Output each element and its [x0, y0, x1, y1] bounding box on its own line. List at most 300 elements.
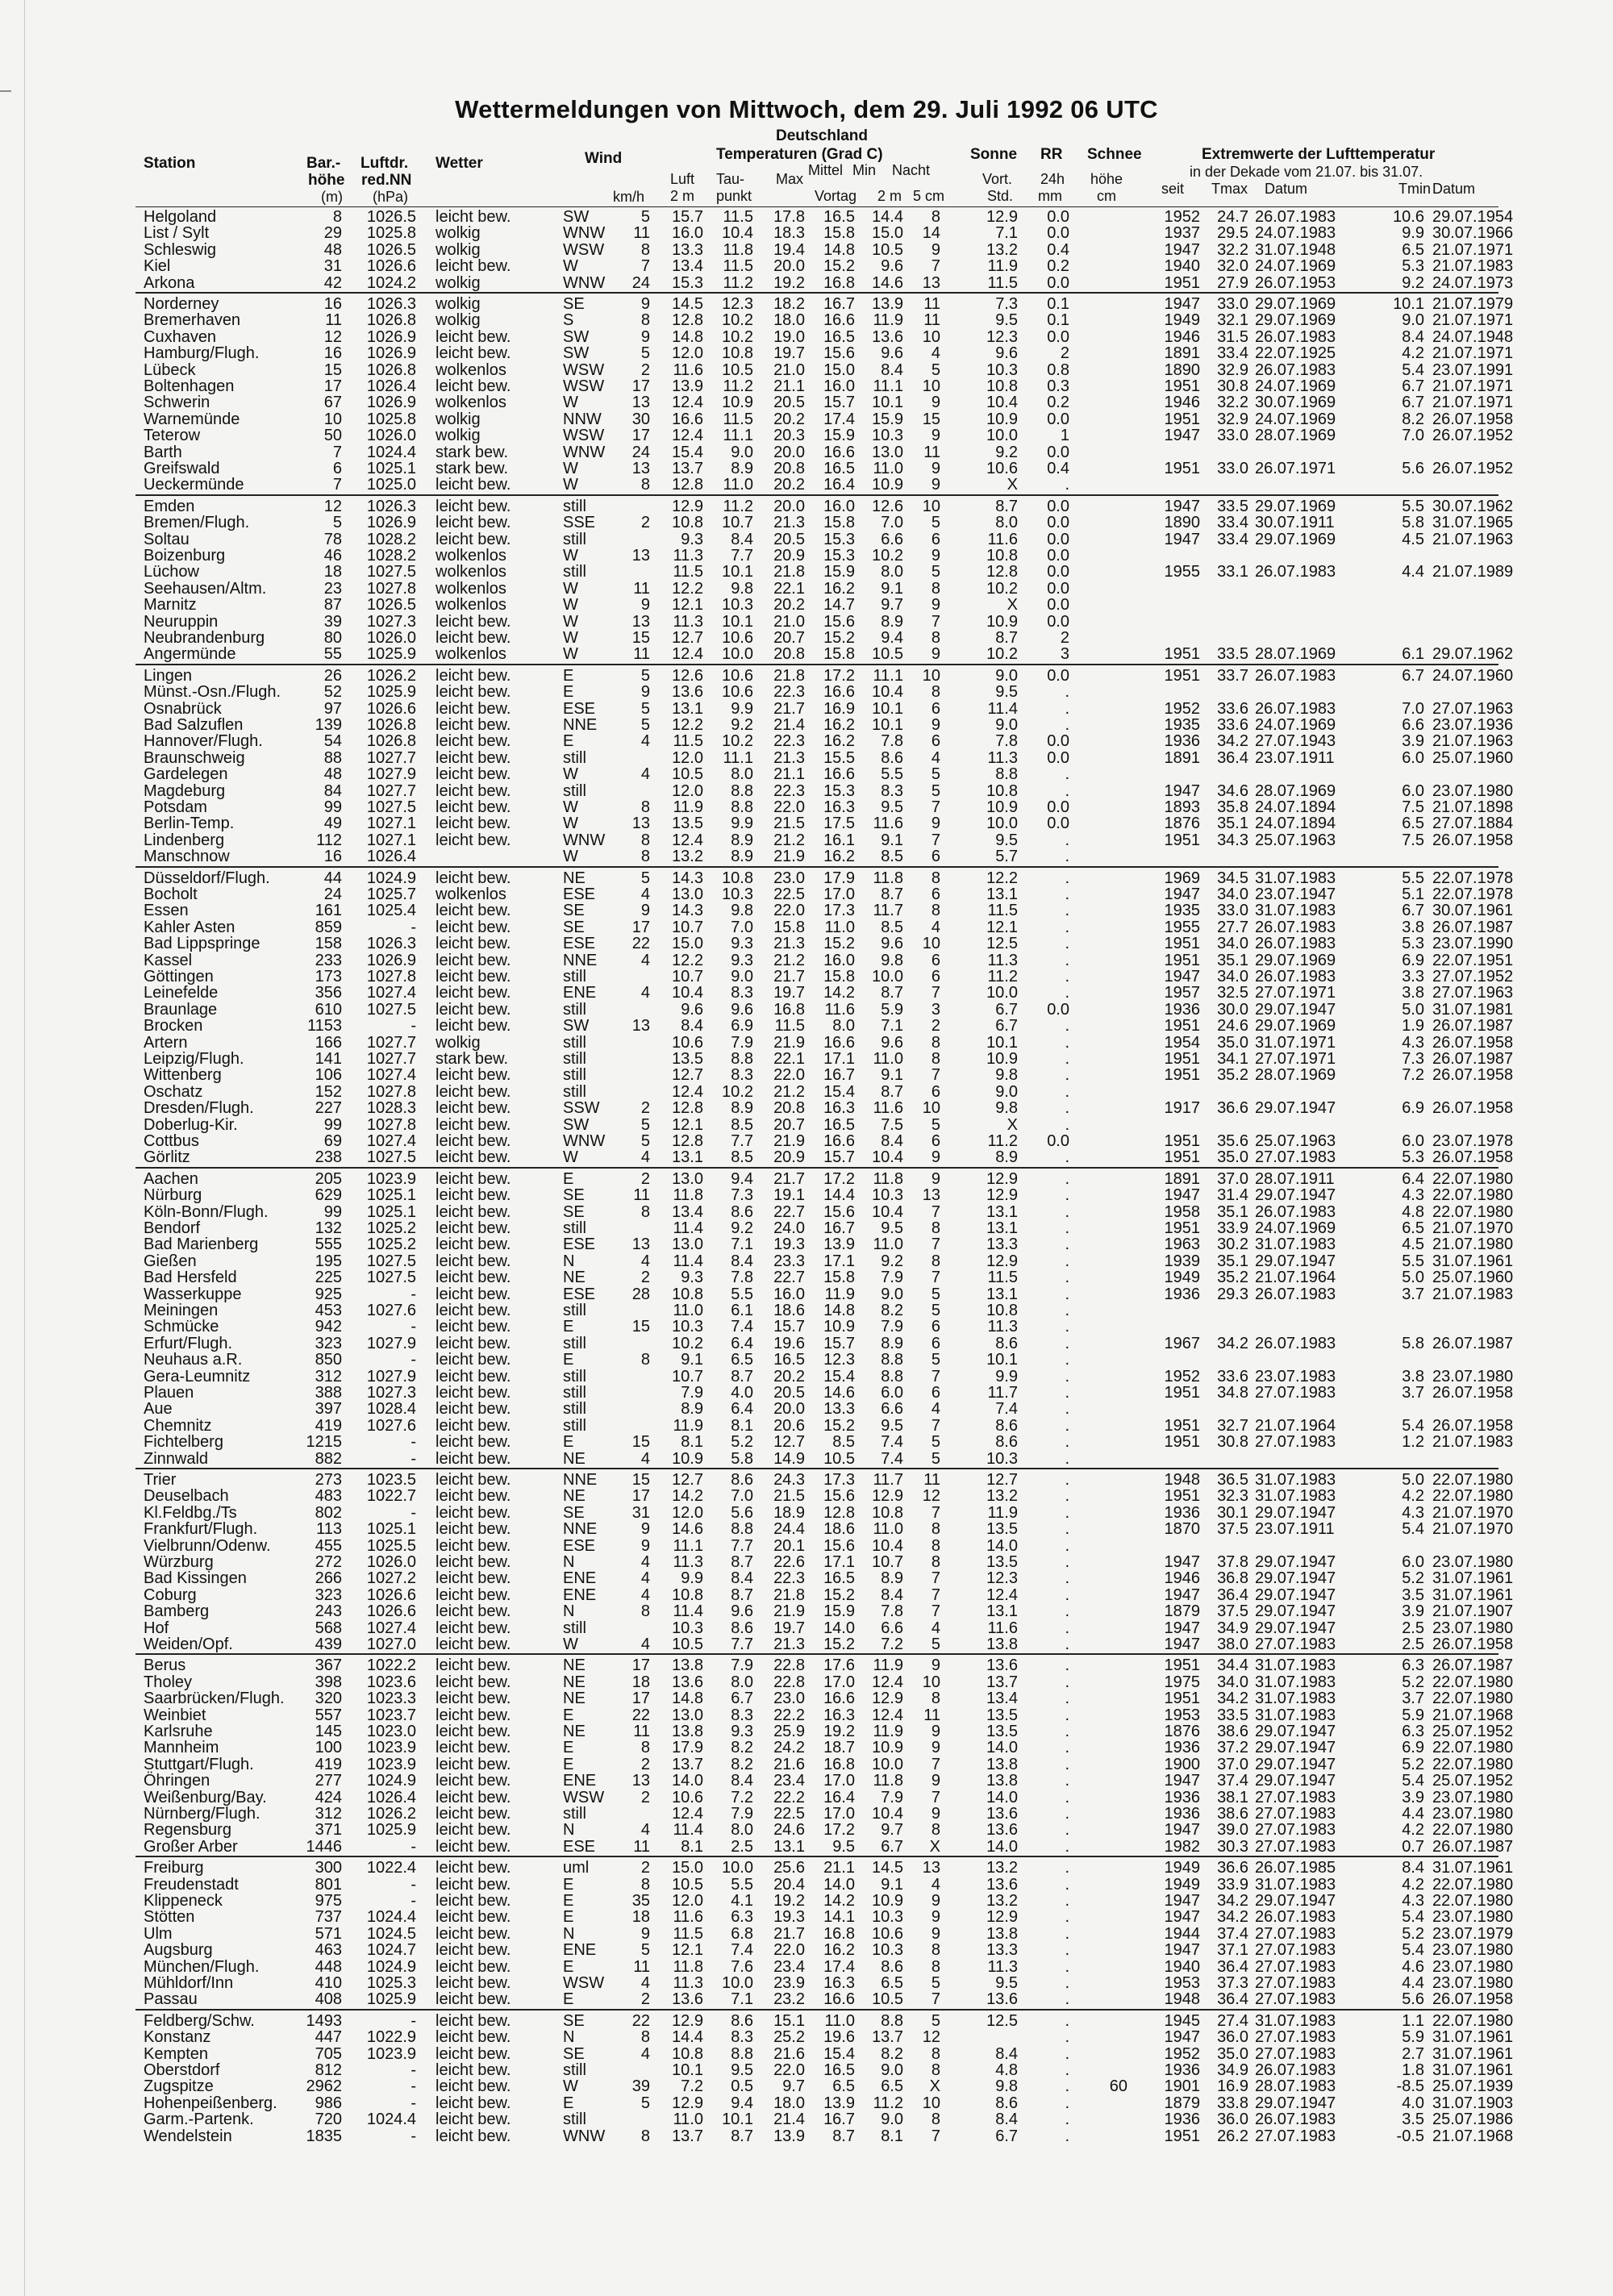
cell-luftdruck: 1027.9 [366, 765, 416, 784]
cell-luftdruck: 1027.0 [366, 1636, 416, 1653]
cell-bar-hoehe: 447 [315, 2028, 342, 2047]
cell-min: 9.2 [881, 1252, 903, 1270]
cell-tmin: 5.3 [1402, 1148, 1424, 1167]
cell-mittel: 16.8 [823, 1924, 855, 1943]
cell-max: 22.5 [773, 1805, 805, 1823]
cell-tmin-datum: 22.07.1980 [1432, 1892, 1514, 1910]
cell-luft-2m: 11.5 [673, 563, 703, 581]
cell-rr: 0.0 [1047, 497, 1069, 515]
cell-tmax: 33.6 [1217, 1367, 1248, 1386]
cell-seit: 1936 [1164, 2111, 1200, 2129]
cell-luftdruck: 1025.2 [366, 1236, 416, 1254]
cell-bar-hoehe: 397 [315, 1400, 342, 1419]
cell-tmax-datum: 27.07.1983 [1255, 1837, 1336, 1856]
cell-tmax-datum: 26.07.1971 [1255, 460, 1336, 477]
cell-sonne: 10.1 [986, 1351, 1018, 1369]
cell-station-name: Bremen/Flugh. [144, 514, 250, 532]
cell-tmax-datum: 29.07.1947 [1255, 1553, 1336, 1571]
cell-min: 11.6 [873, 815, 903, 833]
cell-luftdruck: 1026.8 [366, 360, 416, 379]
cell-luft-2m: 10.9 [672, 1449, 703, 1468]
cell-station-name: Arkona [144, 273, 195, 292]
cell-wind-dir: W [563, 257, 578, 276]
cell-tmax: 35.1 [1217, 1202, 1248, 1221]
cell-wetter: leicht bew. [436, 869, 511, 887]
cell-max: 21.3 [773, 514, 805, 532]
cell-sonne: 8.7 [995, 629, 1018, 647]
cell-mittel: 19.6 [823, 2028, 855, 2047]
cell-bar-hoehe: 113 [316, 1520, 342, 1539]
cell-sonne: 11.5 [987, 1269, 1018, 1287]
cell-luft-2m: 11.3 [673, 1553, 703, 1571]
cell-station-name: Schleswig [144, 240, 217, 259]
cell-wetter: wolkig [436, 410, 481, 428]
cell-taupunkt: 8.7 [731, 2127, 753, 2145]
cell-min: 10.1 [872, 394, 903, 412]
cell-nacht: 2 [931, 1017, 940, 1035]
cell-station-name: Meiningen [144, 1302, 219, 1319]
cell-mittel: 15.7 [823, 394, 855, 412]
cell-nacht: 7 [931, 612, 940, 631]
cell-station-name: Frankfurt/Flugh. [144, 1520, 258, 1539]
cell-wind-speed: 4 [640, 1553, 650, 1571]
cell-station-name: Zugspitze [144, 2077, 214, 2096]
cell-station-name: Lübeck [144, 360, 196, 379]
cell-mittel: 13.3 [823, 1400, 855, 1419]
cell-max: 19.7 [773, 1619, 805, 1637]
cell-luftdruck: 1025.8 [366, 410, 416, 428]
cell-max: 21.8 [773, 563, 805, 581]
cell-wind-speed: 17 [631, 1487, 650, 1506]
cell-tmax-datum: 27.07.1943 [1255, 732, 1336, 751]
cell-sonne: 6.7 [995, 1017, 1018, 1035]
cell-tmin: 5.0 [1402, 1000, 1424, 1019]
cell-wind-dir: WSW [563, 240, 605, 259]
cell-tmax: 37.0 [1217, 1755, 1248, 1773]
cell-sonne: 9.5 [995, 1974, 1018, 1992]
cell-min: 7.2 [881, 1636, 903, 1653]
cell-bar-hoehe: 568 [315, 1619, 342, 1637]
cell-mittel: 15.2 [823, 1586, 855, 1604]
cell-wetter: wolkig [436, 295, 481, 313]
cell-station-name: Marnitz [144, 596, 197, 615]
cell-station-name: Karlsruhe [144, 1723, 213, 1740]
cell-tmax: 16.9 [1217, 2077, 1248, 2096]
cell-station-name: Passau [144, 1990, 198, 2009]
cell-luft-2m: 13.9 [672, 377, 703, 395]
cell-tmin-datum: 21.07.1968 [1432, 1706, 1514, 1724]
cell-wind-speed: 4 [640, 1449, 650, 1468]
cell-tmax-datum: 29.07.1947 [1255, 1252, 1336, 1270]
cell-tmax-datum: 29.07.1969 [1255, 1017, 1336, 1035]
cell-sonne: 4.8 [995, 2061, 1018, 2079]
cell-nacht: 4 [931, 1875, 940, 1894]
cell-min: 11.7 [873, 1471, 903, 1489]
cell-bar-hoehe: 11 [325, 311, 342, 330]
cell-taupunkt: 8.8 [731, 798, 753, 816]
cell-rr: . [1065, 1252, 1069, 1270]
cell-tmin: 5.5 [1402, 1252, 1424, 1270]
cell-tmin: 6.4 [1402, 1169, 1424, 1188]
cell-nacht: 7 [931, 1236, 940, 1254]
cell-rr: 0.0 [1047, 798, 1069, 816]
cell-wind-dir: W [563, 645, 578, 664]
cell-rr: . [1065, 1269, 1069, 1287]
cell-tmax: 27.7 [1217, 918, 1248, 936]
cell-wind-dir: still [563, 1619, 586, 1637]
cell-tmax-datum: 28.07.1969 [1255, 427, 1336, 445]
cell-rr: . [1065, 1892, 1069, 1910]
cell-mittel: 17.4 [823, 410, 855, 428]
cell-taupunkt: 9.8 [731, 579, 753, 598]
cell-station-name: Brocken [144, 1017, 203, 1035]
cell-wind-speed: 5 [640, 344, 650, 363]
cell-luftdruck: 1026.4 [366, 1788, 416, 1806]
cell-taupunkt: 10.6 [722, 666, 753, 685]
cell-sonne: 10.2 [986, 645, 1018, 664]
cell-max: 20.2 [773, 410, 805, 428]
cell-min: 12.6 [872, 497, 903, 515]
cell-min: 10.5 [872, 240, 903, 259]
cell-taupunkt: 7.6 [731, 1957, 753, 1976]
cell-nacht: 9 [931, 1739, 940, 1757]
cell-bar-hoehe: 78 [323, 530, 342, 548]
cell-rr: 0.4 [1047, 240, 1069, 259]
cell-mittel: 15.7 [823, 1334, 855, 1352]
cell-bar-hoehe: 55 [323, 645, 342, 664]
cell-luft-2m: 14.5 [672, 295, 703, 313]
cell-wetter: leicht bew. [436, 1115, 511, 1134]
cell-station-name: Berus [144, 1656, 186, 1675]
cell-wetter: stark bew. [436, 460, 509, 477]
cell-tmax-datum: 31.07.1983 [1255, 2011, 1336, 2030]
cell-rr: . [1065, 1957, 1069, 1976]
cell-luftdruck: 1025.9 [366, 683, 416, 702]
cell-rr: . [1065, 1433, 1069, 1452]
cell-tmax: 34.0 [1217, 1673, 1248, 1691]
cell-rr: . [1065, 1471, 1069, 1489]
cell-luft-2m: 8.4 [681, 1017, 703, 1035]
cell-luft-2m: 13.7 [672, 2127, 703, 2145]
cell-tmin: 4.5 [1402, 530, 1424, 548]
cell-tmin-datum: 30.07.1966 [1432, 224, 1514, 243]
cell-max: 22.3 [773, 732, 805, 751]
cell-max: 23.4 [773, 1957, 805, 1976]
cell-bar-hoehe: 424 [315, 1788, 342, 1806]
cell-luft-2m: 16.0 [672, 224, 703, 243]
cell-bar-hoehe: 7 [332, 443, 342, 461]
cell-seit: 1947 [1164, 2028, 1200, 2047]
cell-wind-dir: still [563, 1219, 586, 1237]
cell-wind-speed: 7 [640, 257, 650, 276]
cell-sonne: 13.1 [986, 1285, 1018, 1303]
cell-taupunkt: 7.1 [731, 1236, 753, 1254]
cell-tmax-datum: 25.07.1963 [1255, 1132, 1336, 1150]
cell-nacht: 9 [931, 596, 940, 615]
cell-sonne: 11.6 [987, 530, 1018, 548]
cell-mittel: 16.6 [823, 1033, 855, 1052]
cell-sonne: 8.6 [995, 1334, 1018, 1352]
cell-bar-hoehe: 132 [315, 1219, 342, 1237]
cell-mittel: 16.7 [823, 1066, 855, 1085]
cell-bar-hoehe: 455 [315, 1536, 342, 1555]
cell-min: 13.9 [872, 295, 903, 313]
cell-rr: 0.0 [1047, 1132, 1069, 1150]
cell-tmin-datum: 23.07.1991 [1432, 360, 1514, 379]
cell-sonne: 12.1 [986, 918, 1018, 936]
cell-tmin: 5.5 [1402, 497, 1424, 515]
cell-wetter: leicht bew. [436, 748, 511, 767]
cell-seit: 1940 [1164, 1957, 1200, 1976]
cell-nacht: 5 [931, 1302, 940, 1319]
cell-tmax-datum: 29.07.1947 [1255, 1772, 1336, 1790]
cell-wind-dir: W [563, 765, 578, 784]
cell-taupunkt: 10.2 [722, 1082, 753, 1101]
cell-mittel: 16.6 [823, 683, 855, 702]
cell-tmax: 36.8 [1217, 1569, 1248, 1588]
cell-taupunkt: 9.2 [731, 716, 753, 734]
cell-min: 12.4 [872, 1706, 903, 1724]
cell-mittel: 15.8 [823, 1269, 855, 1287]
cell-tmin: 5.0 [1402, 1471, 1424, 1489]
cell-station-name: Freudenstadt [144, 1875, 239, 1894]
cell-max: 9.7 [782, 2077, 805, 2096]
cell-max: 25.9 [773, 1723, 805, 1740]
cell-rr: 0.0 [1047, 514, 1069, 532]
cell-rr: 0.0 [1047, 563, 1069, 581]
cell-luftdruck: - [411, 1449, 416, 1468]
cell-luft-2m: 11.8 [673, 1957, 703, 1976]
cell-sonne: 11.6 [987, 1619, 1018, 1637]
cell-bar-hoehe: 273 [315, 1471, 342, 1489]
cell-luftdruck: 1022.7 [366, 1487, 416, 1506]
cell-mittel: 16.5 [823, 208, 855, 226]
cell-wind-dir: WNW [563, 443, 606, 461]
cell-seit: 1947 [1164, 1553, 1200, 1571]
cell-tmin-datum: 22.07.1980 [1432, 1169, 1514, 1188]
cell-mittel: 17.5 [823, 815, 855, 833]
cell-wetter: leicht bew. [436, 1202, 511, 1221]
cell-min: 9.5 [881, 1416, 903, 1435]
cell-rr: . [1065, 1017, 1069, 1035]
cell-luft-2m: 17.9 [672, 1739, 703, 1757]
cell-seit: 1947 [1164, 295, 1200, 313]
cell-luftdruck: 1027.8 [366, 1082, 416, 1101]
cell-nacht: 10 [922, 497, 940, 515]
cell-sonne: 8.0 [995, 514, 1018, 532]
cell-taupunkt: 8.5 [731, 1148, 753, 1167]
cell-seit: 1951 [1164, 460, 1200, 477]
cell-tmax: 26.2 [1217, 2127, 1248, 2145]
cell-wind-dir: NE [563, 1673, 586, 1691]
cell-luft-2m: 9.9 [681, 1569, 703, 1588]
cell-tmax: 35.1 [1217, 815, 1248, 833]
cell-sonne: 13.6 [986, 1990, 1018, 2009]
cell-seit: 1951 [1164, 1384, 1200, 1402]
cell-tmin: 5.4 [1402, 1520, 1424, 1539]
cell-tmin-datum: 25.07.1952 [1432, 1772, 1514, 1790]
cell-wetter: leicht bew. [436, 1772, 511, 1790]
cell-sonne: 13.5 [986, 1520, 1018, 1539]
cell-tmax: 29.5 [1217, 224, 1248, 243]
cell-nacht: 7 [931, 798, 940, 816]
cell-rr: . [1065, 1755, 1069, 1773]
cell-bar-hoehe: 67 [323, 394, 342, 412]
cell-tmin: 5.3 [1402, 257, 1424, 276]
cell-wetter: leicht bew. [436, 1302, 511, 1319]
cell-taupunkt: 0.5 [731, 2077, 753, 2096]
cell-wind-dir: still [563, 1000, 586, 1019]
cell-luftdruck: 1024.2 [366, 273, 416, 292]
cell-bar-hoehe: 1153 [306, 1017, 342, 1035]
cell-tmax: 32.3 [1217, 1487, 1248, 1506]
cell-sonne: 8.9 [995, 1148, 1018, 1167]
cell-min: 10.8 [872, 1503, 903, 1522]
cell-bar-hoehe: 88 [323, 748, 342, 767]
cell-tmax-datum: 26.07.1985 [1255, 1859, 1336, 1877]
cell-wind-dir: E [563, 1957, 574, 1976]
cell-sonne: 13.5 [986, 1723, 1018, 1740]
cell-tmin-datum: 26.07.1958 [1432, 1636, 1514, 1653]
cell-wind-speed: 2 [640, 1990, 650, 2009]
cell-tmax: 24.7 [1217, 208, 1248, 226]
cell-station-name: Bremerhaven [144, 311, 241, 330]
cell-wind-dir: still [563, 1416, 586, 1435]
cell-max: 22.0 [773, 1066, 805, 1085]
cell-seit: 1947 [1164, 1821, 1200, 1840]
cell-taupunkt: 8.7 [731, 1586, 753, 1604]
cell-wetter: leicht bew. [436, 327, 511, 346]
cell-mittel: 15.9 [823, 1602, 855, 1621]
cell-mittel: 16.8 [823, 273, 855, 292]
cell-tmin-datum: 22.07.1951 [1432, 951, 1514, 969]
cell-seit: 1945 [1164, 2011, 1200, 2030]
cell-station-name: Hof [144, 1619, 169, 1637]
cell-wetter: leicht bew. [436, 344, 511, 363]
cell-wetter: wolkenlos [436, 360, 506, 379]
cell-wind-dir: SE [563, 1186, 585, 1205]
cell-bar-hoehe: 802 [315, 1503, 342, 1522]
cell-wind-dir: NE [563, 1690, 586, 1708]
cell-wind-dir: E [563, 666, 574, 685]
cell-wind-dir: N [563, 1602, 575, 1621]
cell-luft-2m: 12.1 [672, 1941, 703, 1960]
cell-luft-2m: 12.9 [672, 2011, 703, 2030]
cell-sonne: 14.0 [986, 1788, 1018, 1806]
cell-taupunkt: 6.1 [731, 1302, 753, 1319]
cell-tmax-datum: 23.07.1911 [1255, 748, 1335, 767]
cell-nacht: 8 [931, 1252, 940, 1270]
cell-max: 20.0 [773, 1400, 805, 1419]
table-row [0, 274, 1613, 293]
cell-bar-hoehe: 371 [315, 1821, 342, 1840]
cell-bar-hoehe: 54 [323, 732, 342, 751]
cell-rr: . [1065, 1449, 1069, 1468]
cell-mittel: 16.0 [823, 377, 855, 395]
cell-luftdruck: 1026.5 [366, 240, 416, 259]
cell-tmin: 2.5 [1402, 1619, 1424, 1637]
cell-mittel: 9.5 [832, 1837, 855, 1856]
table-row [0, 1636, 1613, 1654]
cell-rr: . [1065, 1384, 1069, 1402]
cell-nacht: 5 [931, 781, 940, 800]
cell-wetter: leicht bew. [436, 1656, 511, 1675]
cell-tmin-datum: 21.07.1970 [1432, 1520, 1514, 1539]
cell-nacht: 8 [931, 2111, 940, 2129]
cell-taupunkt: 8.1 [731, 1416, 753, 1435]
cell-mittel: 14.6 [823, 1384, 855, 1402]
cell-luftdruck: 1026.6 [366, 257, 416, 276]
cell-rr: . [1065, 1050, 1069, 1068]
cell-tmin: -8.5 [1396, 2077, 1424, 2096]
cell-wetter: leicht bew. [436, 1000, 511, 1019]
cell-luftdruck: 1027.4 [366, 1066, 416, 1085]
cell-station-name: Gardelegen [144, 765, 228, 784]
cell-min: 6.0 [881, 1384, 903, 1402]
cell-min: 10.3 [872, 1908, 903, 1927]
cell-luftdruck: 1023.5 [366, 1471, 416, 1489]
cell-max: 21.4 [773, 2111, 805, 2129]
cell-wind-speed: 5 [640, 716, 650, 734]
cell-wind-dir: W [563, 547, 578, 565]
cell-max: 24.0 [773, 1219, 805, 1237]
cell-luftdruck: 1022.4 [366, 1859, 416, 1877]
cell-max: 21.5 [773, 815, 805, 833]
cell-taupunkt: 7.8 [731, 1269, 753, 1287]
cell-rr: 0.0 [1047, 579, 1069, 598]
cell-station-name: Nürnberg/Flugh. [144, 1805, 260, 1823]
cell-luftdruck: 1026.0 [366, 1553, 416, 1571]
cell-tmin-datum: 23.07.1980 [1432, 1957, 1514, 1976]
cell-luft-2m: 10.7 [672, 918, 703, 936]
cell-mittel: 16.4 [823, 1788, 855, 1806]
cell-nacht: 8 [931, 1219, 940, 1237]
cell-wind-speed: 9 [640, 1520, 650, 1539]
header-nacht-1: Nacht [892, 162, 931, 178]
cell-wind-speed: 15 [631, 629, 650, 647]
cell-wind-dir: N [563, 1821, 575, 1840]
cell-bar-hoehe: 87 [323, 596, 342, 615]
cell-tmax: 34.2 [1217, 732, 1248, 751]
cell-max: 21.9 [773, 1033, 805, 1052]
cell-max: 25.6 [773, 1859, 805, 1877]
cell-bar-hoehe: 233 [315, 951, 342, 969]
cell-luftdruck: - [411, 2061, 416, 2079]
cell-luftdruck: 1024.4 [366, 2111, 416, 2129]
cell-tmax-datum: 29.07.1947 [1255, 1186, 1336, 1205]
cell-luftdruck: 1025.7 [366, 885, 416, 903]
cell-wind-dir: NE [563, 1269, 586, 1287]
cell-sonne: 13.5 [986, 1706, 1018, 1724]
cell-luft-2m: 13.6 [672, 683, 703, 702]
cell-tmin-datum: 24.07.1973 [1432, 273, 1514, 292]
cell-seit: 1949 [1164, 1875, 1200, 1894]
cell-bar-hoehe: 44 [323, 869, 342, 887]
cell-tmin: 5.2 [1402, 1673, 1424, 1691]
cell-luftdruck: 1027.7 [366, 748, 416, 767]
cell-taupunkt: 9.5 [731, 2061, 753, 2079]
cell-tmin-datum: 26.07.1958 [1432, 1066, 1514, 1085]
cell-bar-hoehe: 555 [315, 1236, 342, 1254]
cell-mittel: 16.5 [823, 2061, 855, 2079]
cell-tmax: 27.4 [1217, 2011, 1248, 2030]
cell-sonne: 13.8 [986, 1772, 1018, 1790]
cell-nacht: 5 [931, 1115, 940, 1134]
cell-wind-speed: 18 [631, 1908, 650, 1927]
cell-rr: 0.0 [1047, 327, 1069, 346]
cell-wind-dir: N [563, 1252, 575, 1270]
cell-luft-2m: 10.5 [672, 1875, 703, 1894]
